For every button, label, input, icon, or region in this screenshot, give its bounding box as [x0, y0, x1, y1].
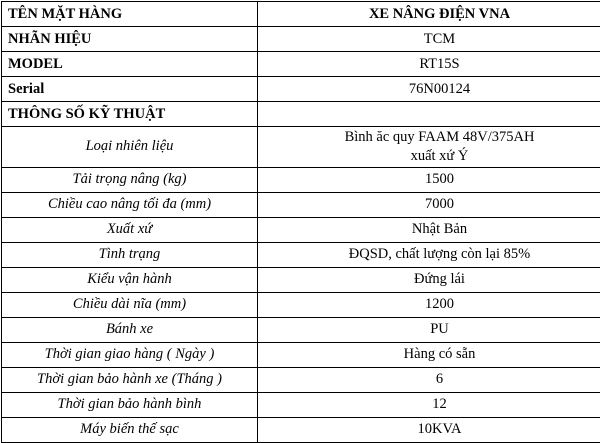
table-row [2, 127, 600, 168]
row-value: 76N00124 [258, 77, 600, 102]
table-row [2, 27, 600, 52]
table-row [2, 2, 600, 27]
row-label: MODEL [2, 52, 258, 77]
row-label: Thời gian bảo hành bình [2, 392, 258, 417]
table-row [2, 52, 600, 77]
row-label: Bánh xe [2, 317, 258, 342]
row-label: Tình trạng [2, 242, 258, 267]
row-value-line: xuất xứ Ý [264, 147, 600, 166]
row-value-line: Bình ăc quy FAAM 48V/375AH [264, 128, 600, 147]
row-value: XE NÂNG ĐIỆN VNA [258, 2, 600, 27]
row-label: Thời gian giao hàng ( Ngày ) [2, 342, 258, 367]
table-row [2, 392, 600, 417]
row-value [258, 127, 600, 168]
row-label: Chiều dài nĩa (mm) [2, 292, 258, 317]
row-value: 10KVA [258, 417, 600, 442]
row-value: Đứng lái [258, 267, 600, 292]
table-row [2, 317, 600, 342]
row-value: Hàng có sẵn [258, 342, 600, 367]
row-value: 12 [258, 392, 600, 417]
table-row [2, 217, 600, 242]
row-label: Xuất xứ [2, 217, 258, 242]
row-value: TCM [258, 27, 600, 52]
specification-table [1, 1, 600, 443]
row-value: 7000 [258, 192, 600, 217]
row-label: TÊN MẶT HÀNG [2, 2, 258, 27]
row-label: Serial [2, 77, 258, 102]
row-label: Kiểu vận hành [2, 267, 258, 292]
table-row [2, 292, 600, 317]
row-label: NHÃN HIỆU [2, 27, 258, 52]
row-label: THÔNG SỐ KỸ THUẬT [2, 102, 258, 127]
row-value: ĐQSD, chất lượng còn lại 85% [258, 242, 600, 267]
row-value: 1200 [258, 292, 600, 317]
row-value [258, 102, 600, 127]
table-row [2, 417, 600, 442]
table-row [2, 77, 600, 102]
table-row [2, 192, 600, 217]
row-label: Chiều cao nâng tối đa (mm) [2, 192, 258, 217]
row-value: Nhật Bản [258, 217, 600, 242]
table-row [2, 102, 600, 127]
row-label: Loại nhiên liệu [2, 127, 258, 168]
table-row [2, 342, 600, 367]
table-row [2, 242, 600, 267]
row-value: 6 [258, 367, 600, 392]
row-label: Máy biến thế sạc [2, 417, 258, 442]
table-row [2, 167, 600, 192]
row-label: Tải trọng nâng (kg) [2, 167, 258, 192]
row-value: RT15S [258, 52, 600, 77]
row-value: 1500 [258, 167, 600, 192]
table-row [2, 367, 600, 392]
table-row [2, 267, 600, 292]
specification-table-body [2, 2, 600, 443]
row-value: PU [258, 317, 600, 342]
row-label: Thời gian bảo hành xe (Tháng ) [2, 367, 258, 392]
